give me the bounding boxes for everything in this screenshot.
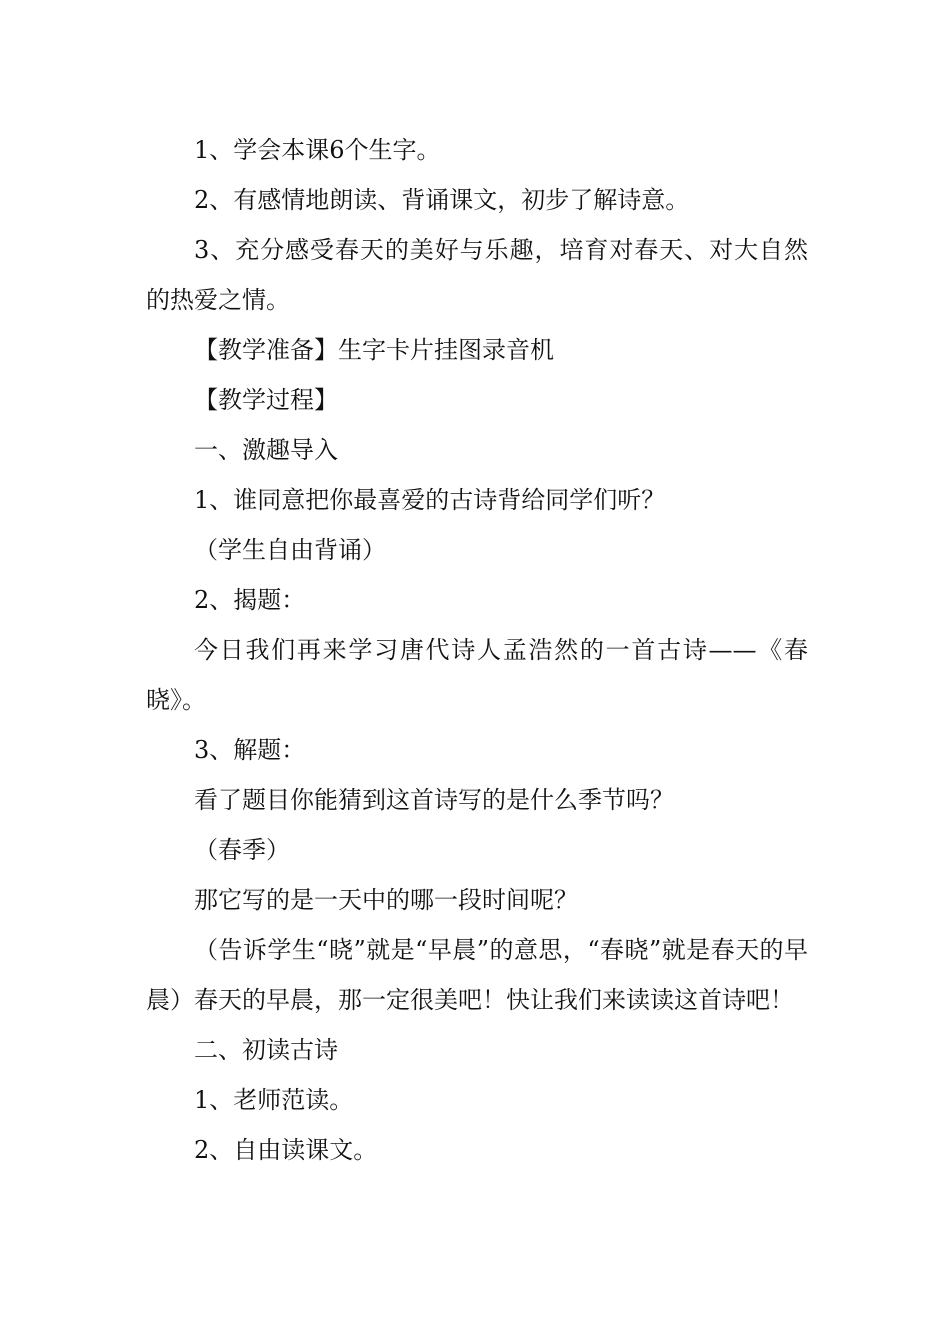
step-free-reading: 2、自由读课文。 bbox=[194, 1136, 378, 1164]
student-response-recite: （学生自由背诵） bbox=[194, 536, 386, 564]
question-season: 看了题目你能猜到这首诗写的是什么季节吗？ bbox=[194, 786, 674, 814]
document-body bbox=[146, 125, 808, 1175]
objective-3: 3、充分感受春天的美好与乐趣，培育对春天、对大自然的热爱之情。 bbox=[146, 236, 808, 314]
teaching-process-heading: 【教学过程】 bbox=[194, 386, 338, 414]
step-2-reveal-title: 2、揭题： bbox=[194, 586, 306, 614]
teaching-preparation: 【教学准备】生字卡片挂图录音机 bbox=[194, 336, 554, 364]
reveal-title-text: 今日我们再来学习唐代诗人孟浩然的一首古诗——《春晓》。 bbox=[146, 636, 808, 714]
objective-1: 1、学会本课6个生字。 bbox=[194, 136, 441, 164]
answer-season: （春季） bbox=[194, 836, 290, 864]
question-time-of-day: 那它写的是一天中的哪一段时间呢？ bbox=[194, 886, 578, 914]
step-3-explain-title: 3、解题： bbox=[194, 736, 306, 764]
explanation-morning: （告诉学生“晓”就是“早晨”的意思，“春晓”就是春天的早晨）春天的早晨，那一定很美吧！快让我们来读读这首诗吧！ bbox=[146, 936, 808, 1014]
section-heading-first-reading: 二、初读古诗 bbox=[194, 1036, 338, 1064]
objective-2: 2、有感情地朗读、背诵课文，初步了解诗意。 bbox=[194, 186, 690, 214]
section-heading-introduction: 一、激趣导入 bbox=[194, 436, 338, 464]
step-1-recite: 1、谁同意把你最喜爱的古诗背给同学们听？ bbox=[194, 486, 666, 514]
step-teacher-reads: 1、老师范读。 bbox=[194, 1086, 354, 1114]
